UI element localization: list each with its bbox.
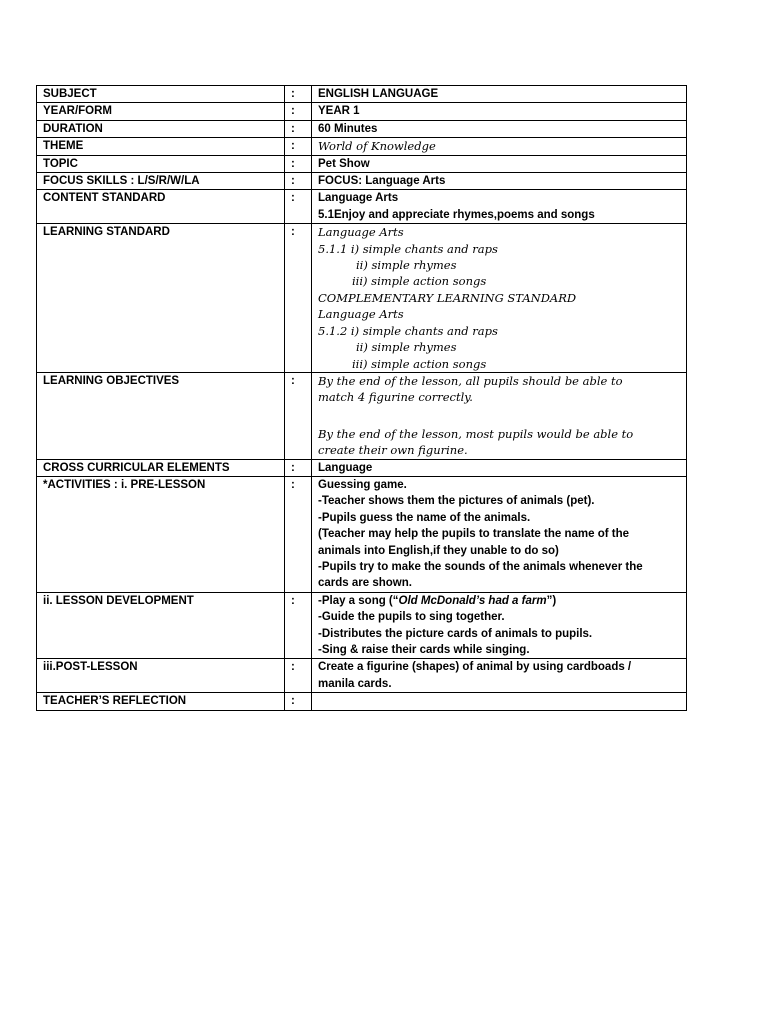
row-label-focus: FOCUS SKILLS : L/S/R/W/LA	[37, 173, 285, 190]
row-label-learning: LEARNING STANDARD	[37, 224, 285, 373]
post-line: Create a figurine (shapes) of animal by using cardboads /	[318, 661, 632, 674]
objective-line: create their own figurine.	[318, 443, 468, 458]
row-value-cross: Language	[312, 459, 687, 476]
pre-line: (Teacher may help the pupils to translate the name of the	[318, 528, 629, 541]
row-value-focus: FOCUS: Language Arts	[312, 173, 687, 190]
row-label-subject: SUBJECT	[37, 86, 285, 103]
row-value-objectives	[312, 372, 687, 459]
table-row	[37, 592, 687, 659]
table-row	[37, 138, 687, 155]
row-label-theme: THEME	[37, 138, 285, 155]
colon: :	[285, 693, 312, 710]
learning-line: 5.1.1 i) simple chants and raps	[318, 241, 498, 256]
colon: :	[285, 459, 312, 476]
learning-line: ii) simple rhymes	[356, 258, 457, 273]
colon: :	[285, 103, 312, 120]
learning-line: Language Arts	[318, 225, 404, 240]
pre-line: -Pupils guess the name of the animals.	[318, 511, 531, 524]
learning-line: iii) simple action songs	[352, 274, 487, 289]
pre-line: Guessing game.	[318, 478, 407, 491]
song-prefix: -Play a song (“	[318, 594, 399, 607]
dev-line: -Sing & raise their cards while singing.	[318, 644, 530, 656]
row-value-subject: ENGLISH LANGUAGE	[312, 86, 687, 103]
pre-line: cards are shown.	[318, 577, 412, 590]
row-label-year: YEAR/FORM	[37, 103, 285, 120]
row-value-post-lesson	[312, 659, 687, 693]
colon: :	[285, 138, 312, 155]
pre-line: -Pupils try to make the sounds of the animals whenever the	[318, 560, 643, 573]
row-value-content	[312, 190, 687, 224]
table-row	[37, 476, 687, 592]
row-value-learning	[312, 224, 687, 373]
colon: :	[285, 372, 312, 459]
song-suffix: ”)	[546, 594, 557, 607]
table-row	[37, 224, 687, 373]
learning-line: iii) simple action songs	[352, 356, 487, 371]
learning-line: ii) simple rhymes	[356, 340, 457, 355]
dev-line: -Guide the pupils to sing together.	[318, 611, 505, 624]
row-label-post-lesson: iii.POST-LESSON	[37, 659, 285, 693]
row-value-pre-lesson	[312, 476, 687, 592]
content-line: Language Arts	[318, 192, 399, 205]
lesson-plan-table	[36, 85, 687, 711]
row-label-content: CONTENT STANDARD	[37, 190, 285, 224]
post-line: manila cards.	[318, 677, 392, 690]
colon: :	[285, 120, 312, 137]
learning-line: Language Arts	[318, 307, 404, 322]
table-row	[37, 372, 687, 459]
dev-line: -Distributes the picture cards of animals to pupils.	[318, 627, 593, 640]
row-value-reflection	[312, 693, 687, 710]
row-label-objectives: LEARNING OBJECTIVES	[37, 372, 285, 459]
colon: :	[285, 173, 312, 190]
colon: :	[285, 190, 312, 224]
table-row	[37, 459, 687, 476]
objective-line: match 4 figurine correctly.	[318, 390, 473, 405]
pre-line: -Teacher shows them the pictures of animals (pet).	[318, 495, 595, 508]
row-value-lesson-development	[312, 592, 687, 659]
learning-line: 5.1.2 i) simple chants and raps	[318, 323, 498, 338]
colon: :	[285, 155, 312, 172]
colon: :	[285, 224, 312, 373]
objective-line: By the end of the lesson, most pupils would be able to	[318, 426, 634, 441]
table-row	[37, 155, 687, 172]
row-label-duration: DURATION	[37, 120, 285, 137]
colon: :	[285, 659, 312, 693]
row-label-lesson-development: ii. LESSON DEVELOPMENT	[37, 592, 285, 659]
table-row	[37, 190, 687, 224]
table-row	[37, 173, 687, 190]
spacer	[318, 406, 680, 426]
colon: :	[285, 86, 312, 103]
row-value-theme: World of Knowledge	[312, 138, 687, 155]
colon: :	[285, 476, 312, 592]
row-value-duration: 60 Minutes	[312, 120, 687, 137]
table-row	[37, 103, 687, 120]
row-label-reflection: TEACHER’S REFLECTION	[37, 693, 285, 710]
table-row	[37, 86, 687, 103]
row-label-pre-lesson: *ACTIVITIES : i. PRE-LESSON	[37, 476, 285, 592]
table-row	[37, 120, 687, 137]
table-row	[37, 659, 687, 693]
objective-line: By the end of the lesson, all pupils should be able to	[318, 373, 623, 388]
colon: :	[285, 592, 312, 659]
row-value-year: YEAR 1	[312, 103, 687, 120]
pre-line: animals into English,if they unable to do so)	[318, 544, 559, 557]
learning-line: COMPLEMENTARY LEARNING STANDARD	[318, 290, 577, 305]
song-title: Old McDonald’s had a farm	[398, 594, 547, 607]
row-value-topic: Pet Show	[312, 155, 687, 172]
row-label-cross: CROSS CURRICULAR ELEMENTS	[37, 459, 285, 476]
table-row	[37, 693, 687, 710]
row-label-topic: TOPIC	[37, 155, 285, 172]
dev-line-song	[318, 593, 680, 609]
content-line: 5.1Enjoy and appreciate rhymes,poems and songs	[318, 208, 595, 221]
